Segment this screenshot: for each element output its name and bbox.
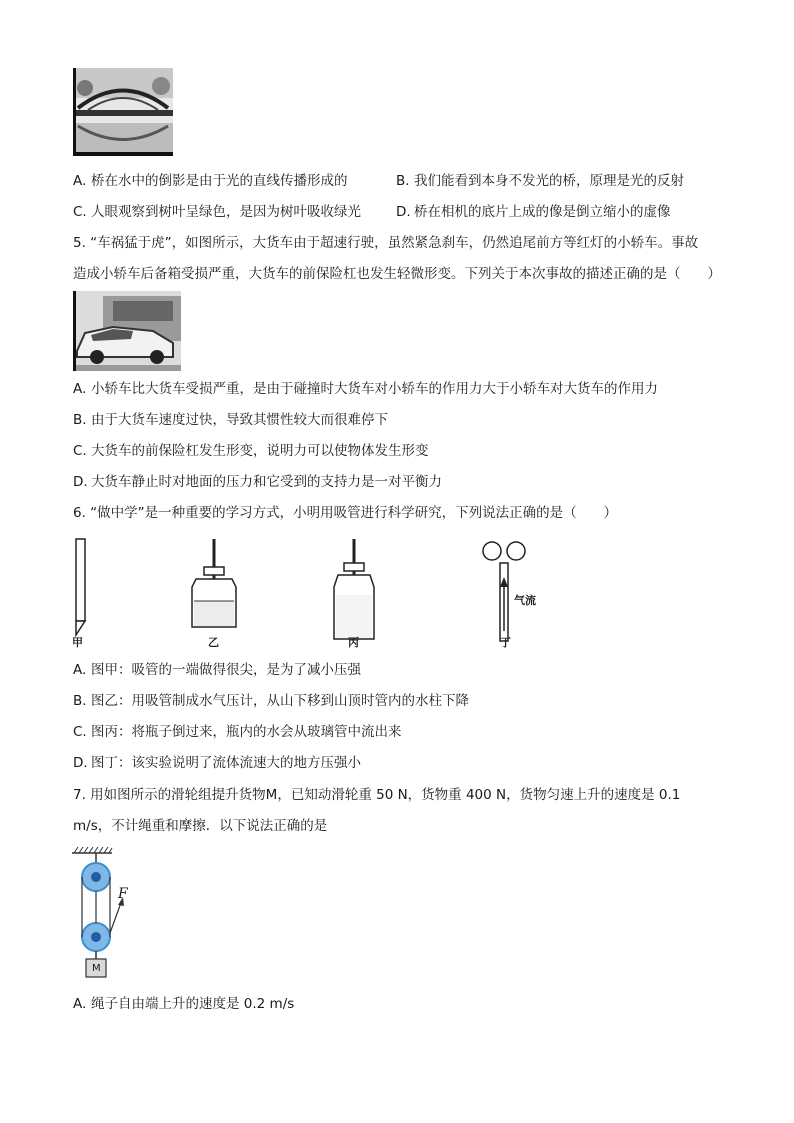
option-a: A. 图甲：吸管的一端做得很尖，是为了减小压强 <box>73 662 361 678</box>
straw-figure-jia <box>76 539 85 635</box>
option-b: B. 图乙：用吸管制成水气压计，从山下移到山顶时管内的水柱下降 <box>73 693 469 709</box>
straw-experiments-figure <box>68 535 548 650</box>
option-c: C. 大货车的前保险杠发生形变，说明力可以使物体发生形变 <box>73 443 429 459</box>
straw-figure-bing <box>334 539 374 639</box>
question-5-stem-line1: 5. “车祸猛于虎”，如图所示，大货车由于超速行驶，虽然紧急刹车，仍然追尾前方等红灯的小轿车。事故 <box>73 235 699 251</box>
pulley-system-figure <box>68 845 148 980</box>
option-c: C. 人眼观察到树叶呈绿色，是因为树叶吸收绿光 <box>73 204 361 220</box>
option-c: C. 图丙：将瓶子倒过来，瓶内的水会从玻璃管中流出来 <box>73 724 402 740</box>
car-accident-photo <box>73 291 181 371</box>
option-a: A. 桥在水中的倒影是由于光的直线传播形成的 <box>73 173 348 189</box>
option-d: D. 桥在相机的底片上成的像是倒立缩小的虚像 <box>396 204 671 220</box>
straw-figure-yi <box>192 539 236 627</box>
option-d: D. 图丁：该实验说明了流体流速大的地方压强小 <box>73 755 361 771</box>
option-a: A. 绳子自由端上升的速度是 0.2 m/s <box>73 996 295 1012</box>
question-5-stem-line2: 造成小轿车后备箱受损严重，大货车的前保险杠也发生轻微形变。下列关于本次事故的描述正确的是（ ） <box>73 266 721 282</box>
question-7-stem-line2: m/s，不计绳重和摩擦．以下说法正确的是 <box>73 818 328 834</box>
question-6-stem: 6. “做中学”是一种重要的学习方式，小明用吸管进行科学研究，下列说法正确的是（ ） <box>73 505 618 521</box>
force-label: F <box>118 886 128 902</box>
airflow-label: 气流 <box>514 594 536 607</box>
option-a: A. 小轿车比大货车受损严重，是由于碰撞时大货车对小轿车的作用力大于小轿车对大货车的作用力 <box>73 381 658 397</box>
figure-label-jia: 甲 <box>72 636 83 649</box>
figure-label-bing: 丙 <box>348 636 359 649</box>
figure-label-ding: 丁 <box>500 636 511 649</box>
question-7-stem-line1: 7. 用如图所示的滑轮组提升货物M，已知动滑轮重 50 N，货物重 400 N，货物匀速上升的速度是 0.1 <box>73 787 681 803</box>
option-b: B. 我们能看到本身不发光的桥，原理是光的反射 <box>396 173 684 189</box>
figure-label-yi: 乙 <box>208 636 219 649</box>
option-d: D. 大货车静止时对地面的压力和它受到的支持力是一对平衡力 <box>73 474 442 490</box>
mass-label: M <box>92 963 101 974</box>
bridge-photo <box>73 68 173 156</box>
option-b: B. 由于大货车速度过快，导致其惯性较大而很难停下 <box>73 412 388 428</box>
